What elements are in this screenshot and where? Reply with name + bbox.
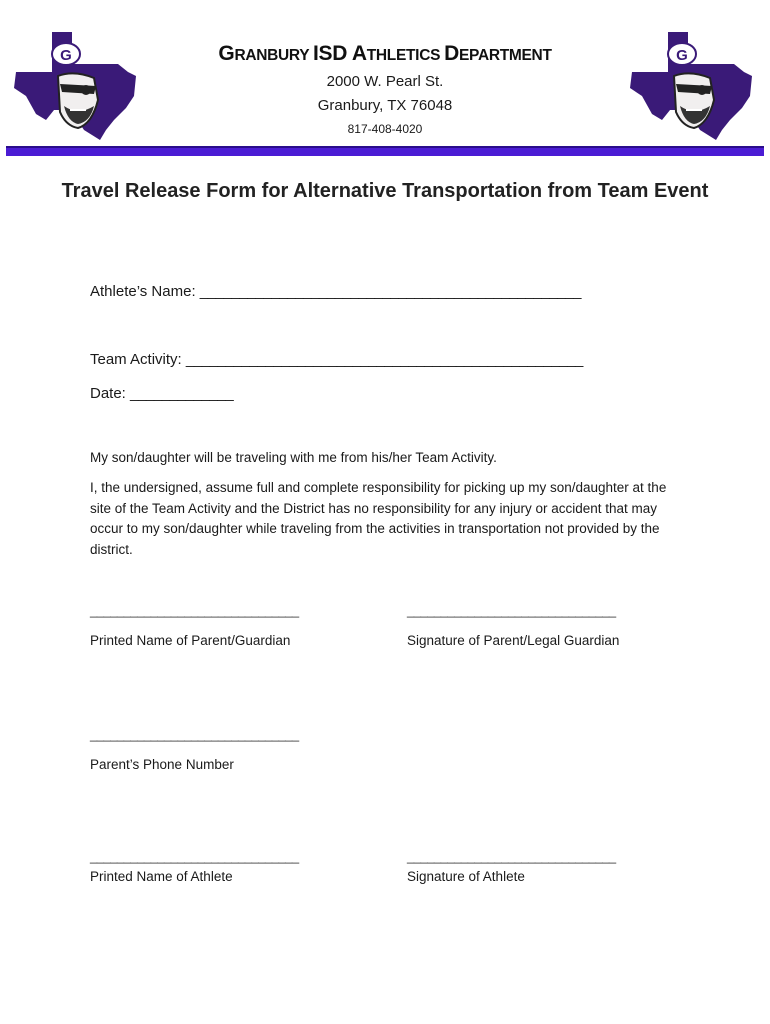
org-name-part: D [444, 42, 460, 65]
athlete-printed-name-line[interactable]: _______________________________ [90, 849, 299, 864]
parent-printed-name-label: Printed Name of Parent/Guardian [90, 633, 291, 648]
street-address: 2000 W. Pearl St. [326, 73, 444, 90]
org-name-part: EPARTMENT [459, 47, 552, 64]
athlete-name-label: Athlete’s Name: [90, 283, 196, 300]
logo-letter: G [60, 47, 72, 64]
org-name-part: THLETICS [366, 47, 445, 64]
team-activity-field[interactable] [90, 350, 583, 370]
team-activity-label: Team Activity: [90, 351, 182, 368]
responsibility-statement: I, the undersigned, assume full and complete responsibility for picking up my son/daughter at the site of the Team Activity and the District has no responsibility for any injury or accident that may occur to my son/daughter while traveling from the activities in transportation not provided by the district. [90, 480, 667, 557]
logo-letter: G [676, 47, 688, 64]
parent-phone-line[interactable]: _______________________________ [90, 727, 299, 742]
pirate-texas-logo-icon [14, 30, 139, 142]
org-name-part: G [218, 42, 235, 65]
date-field[interactable] [90, 384, 233, 404]
parent-printed-name-line[interactable]: _______________________________ [90, 603, 299, 618]
athlete-printed-name-label: Printed Name of Athlete [90, 869, 233, 884]
travel-statement: My son/daughter will be traveling with me from his/her Team Activity. [90, 450, 497, 465]
form-title: Travel Release Form for Alternative Transportation from Team Event [61, 180, 709, 202]
team-activity-blank[interactable]: __________________________________________________ [185, 351, 583, 368]
org-name-part: RANBURY [234, 47, 313, 64]
org-name-part: A [351, 42, 367, 65]
parent-signature-label: Signature of Parent/Legal Guardian [407, 633, 620, 648]
logo-graphic [630, 30, 755, 142]
athlete-signature-label: Signature of Athlete [407, 869, 525, 884]
pirate-texas-logo-icon [630, 30, 755, 142]
athlete-name-field[interactable] [90, 282, 581, 302]
org-name-part: ISD [313, 42, 352, 65]
date-blank[interactable]: _____________ [130, 385, 234, 402]
org-name [150, 40, 620, 70]
phone-number: 817-408-4020 [347, 122, 423, 136]
athlete-name-blank[interactable]: ________________________________________________ [199, 283, 582, 300]
logo-graphic [14, 30, 139, 142]
letterhead [150, 40, 620, 140]
date-label: Date: [90, 385, 126, 402]
city-state-zip: Granbury, TX 76048 [317, 97, 453, 114]
parent-phone-label: Parent’s Phone Number [90, 757, 234, 772]
parent-signature-line[interactable]: _______________________________ [407, 603, 616, 618]
athlete-signature-line[interactable]: _______________________________ [407, 849, 616, 864]
header-divider [6, 146, 764, 156]
